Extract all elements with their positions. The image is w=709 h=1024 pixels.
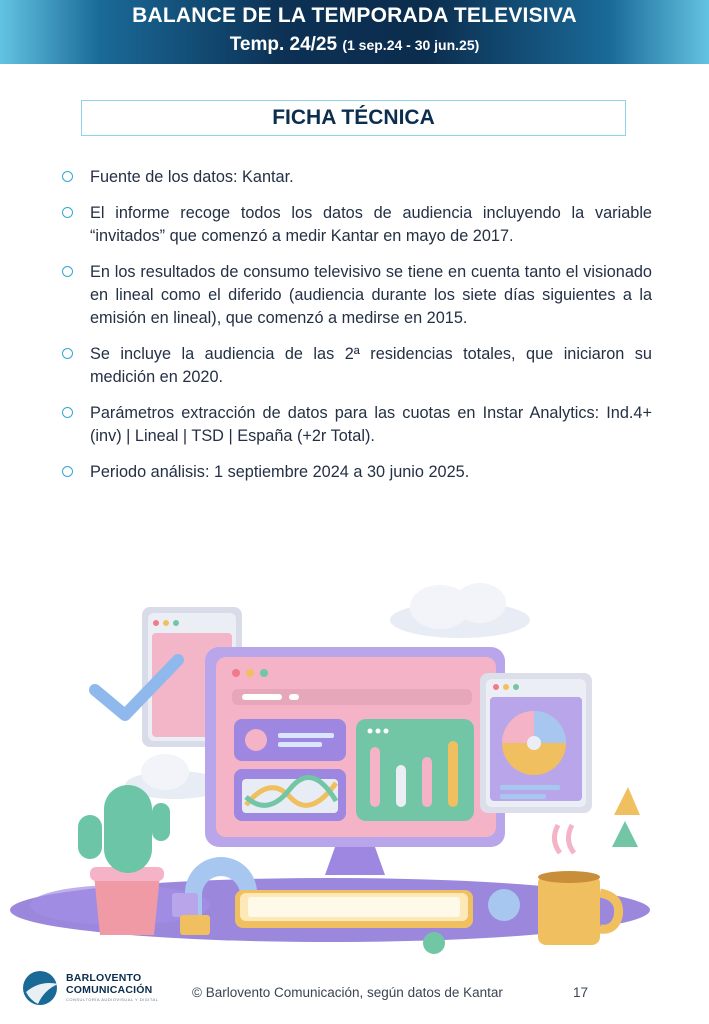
bullet-ring-icon	[62, 266, 73, 277]
tv-analytics-illustration	[0, 575, 709, 965]
page-header	[0, 0, 709, 64]
cube-icon	[172, 893, 198, 917]
report-title: BALANCE DE LA TEMPORADA TELEVISIVA	[132, 4, 577, 27]
sail-logo-icon	[22, 970, 62, 1006]
list-item-text: Se incluye la audiencia de las 2ª residencias totales, que iniciaron su medición en 2020.	[90, 345, 652, 386]
monitor-icon	[205, 647, 505, 875]
list-item	[62, 402, 652, 448]
ball-icon	[423, 932, 445, 954]
pie-chart-window-icon	[480, 673, 592, 813]
coffee-mug-icon	[538, 825, 619, 945]
season-period: (1 sep.24 - 30 jun.25)	[342, 37, 480, 53]
season-label: Temp. 24/25	[229, 34, 338, 55]
list-item-text: Fuente de los datos: Kantar.	[90, 168, 294, 186]
list-item	[62, 261, 652, 330]
logo-line-1: BARLOVENTO	[66, 972, 142, 984]
cube-icon	[180, 915, 210, 935]
bullet-ring-icon	[62, 171, 73, 182]
list-item-text: Periodo análisis: 1 septiembre 2024 a 30 junio 2025.	[90, 463, 470, 481]
cloud-icon	[390, 583, 530, 638]
bullet-ring-icon	[62, 466, 73, 477]
ball-icon	[488, 889, 520, 921]
list-item-text: Parámetros extracción de datos para las cuotas en Instar Analytics: Ind.4+ (inv) | Lineal | TSD | España (+2r Total).	[90, 404, 652, 445]
page-number: 17	[573, 985, 589, 1000]
bullet-ring-icon	[62, 207, 73, 218]
season-subtitle	[0, 34, 709, 56]
bullet-ring-icon	[62, 348, 73, 359]
cone-icon	[612, 821, 638, 847]
list-item-text: En los resultados de consumo televisivo se tiene en cuenta tanto el visionado en lineal como el diferido (audiencia durante los siete días siguientes a la emisión en lineal), que comenzó a medirse en 2015.	[90, 263, 652, 327]
keyboard-icon	[235, 890, 473, 928]
list-item	[62, 166, 652, 189]
footer-credit: © Barlovento Comunicación, según datos de Kantar	[192, 985, 503, 1000]
section-title: FICHA TÉCNICA	[81, 100, 626, 136]
bullet-list	[62, 166, 652, 497]
list-item	[62, 202, 652, 248]
logo-tagline: CONSULTORÍA AUDIOVISUAL Y DIGITAL	[66, 997, 159, 1002]
list-item	[62, 343, 652, 389]
cone-icon	[614, 787, 640, 815]
logo-line-2: COMUNICACIÓN	[66, 984, 153, 996]
brand-logo	[22, 968, 162, 1008]
bullet-ring-icon	[62, 407, 73, 418]
list-item	[62, 461, 652, 484]
list-item-text: El informe recoge todos los datos de audiencia incluyendo la variable “invitados” que comenzó a medir Kantar en mayo de 2017.	[90, 204, 652, 245]
